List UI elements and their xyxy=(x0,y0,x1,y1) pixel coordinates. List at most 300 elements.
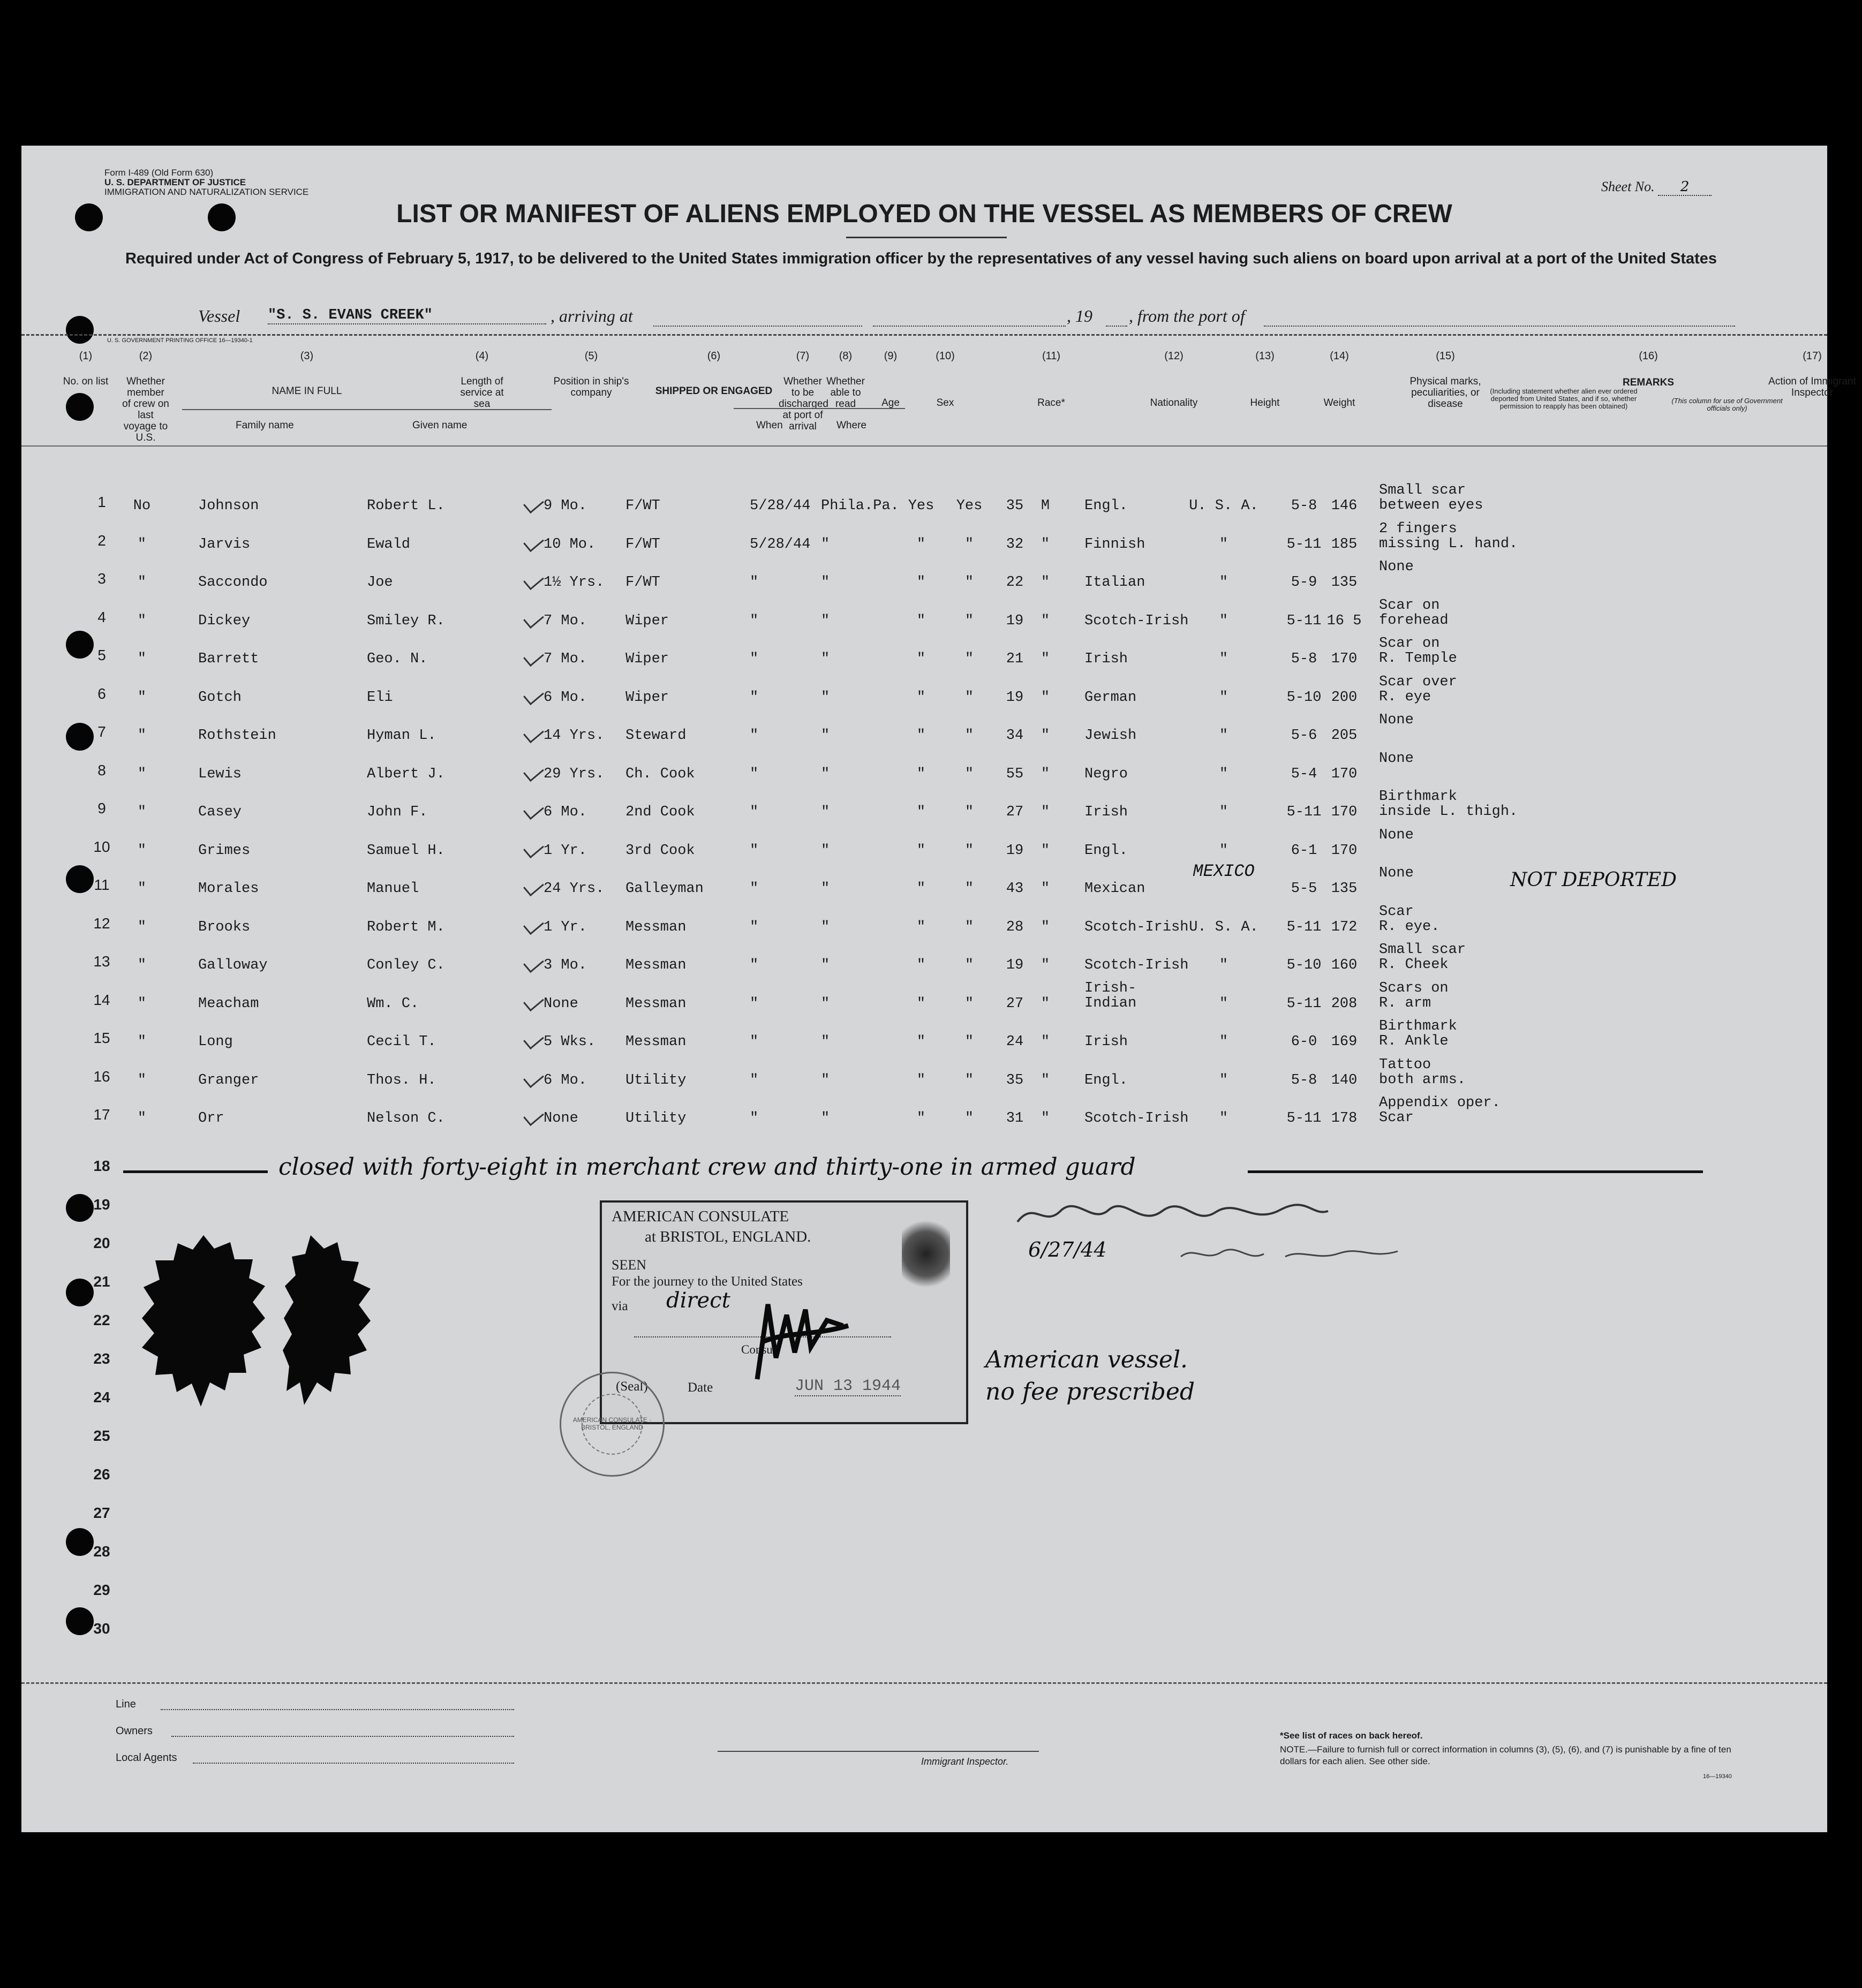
given-name-header: Given name xyxy=(412,420,468,431)
column-header: SHIPPED OR ENGAGED xyxy=(655,385,773,397)
cell-read: " xyxy=(964,536,974,553)
cell-when: " xyxy=(750,728,759,744)
cell-where: " xyxy=(821,575,830,591)
column-header: Whether member of crew on last voyage to U.S. xyxy=(122,376,169,443)
column-number: (3) xyxy=(300,350,314,362)
cell-crew: " xyxy=(137,843,147,859)
empty-row-number: 23 xyxy=(93,1350,110,1367)
cell-where: " xyxy=(821,996,830,1012)
cell-marks: Scar R. eye. xyxy=(1379,904,1440,935)
cell-when: " xyxy=(750,804,759,820)
cell-read: " xyxy=(964,957,974,973)
cell-read: " xyxy=(964,804,974,820)
cell-sex: " xyxy=(1041,843,1050,859)
cell-when: 5/28/44 xyxy=(750,536,811,553)
cell-where: " xyxy=(821,1034,830,1050)
cell-marks: Small scar R. Cheek xyxy=(1379,942,1466,973)
cell-when: " xyxy=(750,843,759,859)
cell-discharge: " xyxy=(916,728,926,744)
cell-read: Yes xyxy=(956,498,983,514)
name-rule xyxy=(182,409,552,410)
wax-seal-right xyxy=(278,1233,375,1409)
cell-race: Scotch-Irish xyxy=(1084,613,1189,629)
cell-marks: None xyxy=(1379,865,1414,881)
cell-family: Orr xyxy=(198,1110,224,1127)
fingerprint-smudge xyxy=(902,1216,950,1291)
cell-race: Scotch-Irish xyxy=(1084,1110,1189,1127)
row-number: 13 xyxy=(93,953,110,970)
cell-height: 5-11 xyxy=(1286,996,1322,1012)
punch-hole xyxy=(66,393,94,421)
cell-sex: " xyxy=(1041,1034,1050,1050)
punch-hole xyxy=(66,1194,94,1222)
cell-read: " xyxy=(964,575,974,591)
cell-family: Casey xyxy=(198,804,242,820)
cell-discharge: " xyxy=(916,1072,926,1089)
cell-discharge: " xyxy=(916,1034,926,1050)
cell-when: " xyxy=(750,651,759,667)
cell-discharge: " xyxy=(916,651,926,667)
cell-where: " xyxy=(821,651,830,667)
cell-weight: 169 xyxy=(1331,1034,1358,1050)
cell-marks: None xyxy=(1379,827,1414,843)
empty-row-number: 25 xyxy=(93,1427,110,1444)
cell-marks: Scar on forehead xyxy=(1379,598,1449,629)
column-number: (12) xyxy=(1164,350,1183,362)
inspector-signature xyxy=(1012,1195,1333,1233)
check-mark-icon xyxy=(523,800,544,820)
cell-height: 6-1 xyxy=(1291,843,1317,859)
cell-weight: 160 xyxy=(1331,957,1358,973)
check-mark-icon xyxy=(523,915,544,935)
empty-row-number: 20 xyxy=(93,1235,110,1251)
check-mark-icon xyxy=(523,647,544,667)
no-fee-note: no fee prescribed xyxy=(985,1378,1195,1405)
cell-where: " xyxy=(821,536,830,553)
cell-family: Grimes xyxy=(198,843,251,859)
form-id-block xyxy=(104,168,308,197)
column-header: Whether to be discharged at port of arrival xyxy=(779,376,828,432)
column-number: (2) xyxy=(139,350,153,362)
cell-remark: NOT DEPORTED xyxy=(1510,869,1677,891)
cell-height: 5-9 xyxy=(1291,575,1317,591)
cell-race: German xyxy=(1084,690,1137,706)
cell-when: " xyxy=(750,919,759,935)
cell-age: 27 xyxy=(1006,996,1024,1012)
check-mark-icon xyxy=(523,1068,544,1088)
races-note: *See list of races on back hereof. xyxy=(1280,1730,1423,1741)
cell-nationality: " xyxy=(1219,651,1228,667)
empty-row-number: 21 xyxy=(93,1273,110,1290)
cell-age: 21 xyxy=(1006,651,1024,667)
from-port-field xyxy=(1264,326,1735,327)
cell-family: Jarvis xyxy=(198,536,251,553)
cell-weight: 178 xyxy=(1331,1110,1358,1127)
column-header: Whether able to read xyxy=(826,376,865,410)
cell-age: 35 xyxy=(1006,1072,1024,1089)
column-header: Height xyxy=(1250,397,1280,409)
cell-family: Gotch xyxy=(198,690,242,706)
column-number: (10) xyxy=(936,350,955,362)
cell-where: " xyxy=(821,1072,830,1089)
cell-family: Johnson xyxy=(198,498,259,514)
cell-sex: " xyxy=(1041,1072,1050,1089)
stamp-date-value: JUN 13 1944 xyxy=(795,1377,901,1395)
cell-when: " xyxy=(750,957,759,973)
cell-position: Utility xyxy=(625,1072,687,1089)
where-header: Where xyxy=(836,420,866,431)
cell-read: " xyxy=(964,728,974,744)
cell-race: Irish xyxy=(1084,651,1128,667)
cell-crew: " xyxy=(137,881,147,897)
column-header: Physical marks, peculiarities, or disease xyxy=(1409,376,1481,410)
column-number: (8) xyxy=(839,350,853,362)
cell-where: " xyxy=(821,804,830,820)
cell-nationality: " xyxy=(1219,536,1228,553)
cell-family: Saccondo xyxy=(198,575,268,591)
empty-row-number: 30 xyxy=(93,1620,110,1637)
cell-crew: No xyxy=(133,498,151,514)
stamp-date-label: Date xyxy=(688,1380,713,1395)
cell-position: Messman xyxy=(625,996,687,1012)
cell-weight: 172 xyxy=(1331,919,1358,935)
column-number: (14) xyxy=(1330,350,1349,362)
cell-position: Steward xyxy=(625,728,687,744)
page-title: LIST OR MANIFEST OF ALIENS EMPLOYED ON THE VESSEL AS MEMBERS OF CREW xyxy=(396,200,1452,228)
cell-sex: " xyxy=(1041,957,1050,973)
cell-crew: " xyxy=(137,536,147,553)
punch-hole xyxy=(66,631,94,659)
cell-age: 24 xyxy=(1006,1034,1024,1050)
cell-read: " xyxy=(964,919,974,935)
cell-sex: " xyxy=(1041,575,1050,591)
cell-when: " xyxy=(750,996,759,1012)
cell-nationality: " xyxy=(1219,843,1228,859)
cell-crew: " xyxy=(137,957,147,973)
check-mark-icon xyxy=(523,494,544,513)
cell-read: " xyxy=(964,1110,974,1127)
cell-when: " xyxy=(750,575,759,591)
column-number: (13) xyxy=(1255,350,1275,362)
column-header: Nationality xyxy=(1150,397,1198,409)
row-number: 14 xyxy=(93,992,110,1008)
row-number: 16 xyxy=(93,1068,110,1085)
cell-age: 19 xyxy=(1006,843,1024,859)
sheet-number: Sheet No. 2 xyxy=(1601,179,1712,196)
cell-given: Cecil T. xyxy=(367,1034,436,1050)
cell-discharge: " xyxy=(916,957,926,973)
cell-service: 6 Mo. xyxy=(544,1072,587,1089)
cell-crew: " xyxy=(137,613,147,629)
cell-race: Engl. xyxy=(1084,843,1128,859)
cell-race: Engl. xyxy=(1084,498,1128,514)
cell-given: Samuel H. xyxy=(367,843,445,859)
cell-age: 19 xyxy=(1006,957,1024,973)
arriving-date-field xyxy=(873,326,1066,327)
cell-position: Messman xyxy=(625,957,687,973)
cell-discharge: " xyxy=(916,804,926,820)
cell-discharge: " xyxy=(916,690,926,706)
cell-position: Wiper xyxy=(625,651,669,667)
cell-sex: " xyxy=(1041,804,1050,820)
department-name: U. S. DEPARTMENT OF JUSTICE xyxy=(104,177,246,187)
from-port-label: , from the port of xyxy=(1129,306,1245,326)
cell-service: None xyxy=(544,996,578,1012)
cell-read: " xyxy=(964,766,974,782)
cell-when: " xyxy=(750,766,759,782)
cell-family: Morales xyxy=(198,881,259,897)
cell-read: " xyxy=(964,843,974,859)
check-mark-icon xyxy=(523,762,544,782)
cell-family: Brooks xyxy=(198,919,251,935)
closing-note: closed with forty-eight in merchant crew and thirty-one in armed guard xyxy=(278,1153,1136,1181)
cell-nationality: MEXICO xyxy=(1193,861,1255,881)
cell-given: Wm. C. xyxy=(367,996,419,1012)
signature-scrawl xyxy=(1178,1241,1403,1267)
row-number: 8 xyxy=(97,762,106,778)
cell-given: Thos. H. xyxy=(367,1072,436,1089)
page-subtitle: Required under Act of Congress of February 5, 1917, to be delivered to the United States immigration officer by the representatives of any vessel having such aliens on board upon arrival at a port of the United States xyxy=(125,250,1717,267)
cell-service: 24 Yrs. xyxy=(544,881,605,897)
row-number: 15 xyxy=(93,1030,110,1046)
cell-nationality: " xyxy=(1219,1110,1228,1127)
cell-given: Geo. N. xyxy=(367,651,428,667)
cell-position: 2nd Cook xyxy=(625,804,695,820)
owners-label: Owners xyxy=(116,1725,153,1737)
cell-height: 5-4 xyxy=(1291,766,1317,782)
check-mark-icon xyxy=(523,723,544,743)
cell-discharge: " xyxy=(916,843,926,859)
cell-height: 5-6 xyxy=(1291,728,1317,744)
column-number: (1) xyxy=(79,350,93,362)
check-mark-icon xyxy=(523,838,544,858)
shipped-rule xyxy=(734,408,905,409)
empty-row-number: 28 xyxy=(93,1543,110,1560)
cell-nationality: " xyxy=(1219,613,1228,629)
cell-marks: Birthmark R. Ankle xyxy=(1379,1018,1457,1049)
check-mark-icon xyxy=(523,1106,544,1126)
local-agents-label: Local Agents xyxy=(116,1752,177,1764)
footer-rule xyxy=(21,1682,1827,1684)
column-number: (5) xyxy=(584,350,598,362)
cell-discharge: " xyxy=(916,613,926,629)
cell-service: 1½ Yrs. xyxy=(544,575,605,591)
cell-crew: " xyxy=(137,690,147,706)
cell-position: Wiper xyxy=(625,690,669,706)
row-number: 6 xyxy=(97,685,106,702)
inspector-line xyxy=(718,1751,1039,1752)
cell-age: 19 xyxy=(1006,690,1024,706)
row-number: 1 xyxy=(97,494,106,510)
punch-hole xyxy=(66,1528,94,1556)
cell-position: F/WT xyxy=(625,536,660,553)
column-number: (11) xyxy=(1042,350,1061,362)
cell-where: " xyxy=(821,957,830,973)
check-mark-icon xyxy=(523,876,544,896)
cell-nationality: " xyxy=(1219,804,1228,820)
cell-race: Scotch-Irish xyxy=(1084,919,1189,935)
cell-when: " xyxy=(750,1072,759,1089)
stamp-consul-label: Consul xyxy=(741,1343,777,1356)
title-rule xyxy=(846,237,1007,238)
cell-marks: Small scar between eyes xyxy=(1379,482,1483,513)
cell-age: 35 xyxy=(1006,498,1024,514)
column-number: (9) xyxy=(884,350,898,362)
cell-service: 9 Mo. xyxy=(544,498,587,514)
cell-race: Irish- Indian xyxy=(1084,980,1137,1011)
empty-row-number: 22 xyxy=(93,1312,110,1328)
cell-crew: " xyxy=(137,728,147,744)
inspector-label: Immigrant Inspector. xyxy=(921,1756,1009,1767)
cell-weight: 205 xyxy=(1331,728,1358,744)
cell-discharge: " xyxy=(916,575,926,591)
cell-race: Italian xyxy=(1084,575,1145,591)
printer-note: U. S. GOVERNMENT PRINTING OFFICE 16—19340-1 xyxy=(107,337,253,344)
cell-age: 34 xyxy=(1006,728,1024,744)
check-mark-icon xyxy=(523,953,544,973)
cell-marks: Birthmark inside L. thigh. xyxy=(1379,789,1518,820)
row-number: 7 xyxy=(97,723,106,740)
cell-where: " xyxy=(821,766,830,782)
cell-sex: " xyxy=(1041,996,1050,1012)
cell-marks: None xyxy=(1379,559,1414,575)
cell-read: " xyxy=(964,881,974,897)
cell-marks: Appendix oper. Scar xyxy=(1379,1095,1501,1126)
cell-sex: " xyxy=(1041,728,1050,744)
cell-given: Ewald xyxy=(367,536,411,553)
cell-position: Utility xyxy=(625,1110,687,1127)
stamp-line-1: AMERICAN CONSULATE xyxy=(612,1208,789,1225)
consul-signature xyxy=(747,1294,854,1385)
column-header: Sex xyxy=(936,397,954,409)
row-number: 11 xyxy=(94,876,110,893)
row-number: 17 xyxy=(93,1106,110,1123)
cell-nationality: U. S. A. xyxy=(1189,498,1258,514)
cell-discharge: " xyxy=(916,766,926,782)
cell-crew: " xyxy=(137,575,147,591)
cell-height: 5-11 xyxy=(1286,804,1322,820)
cell-given: Conley C. xyxy=(367,957,445,973)
row-number: 3 xyxy=(97,570,106,587)
cell-weight: 170 xyxy=(1331,843,1358,859)
remarks-note: (Including statement whether alien ever ordered deported from United States, and if so, whether permission to reapply has been obtained) xyxy=(1490,387,1638,410)
cell-race: Irish xyxy=(1084,804,1128,820)
cell-service: 29 Yrs. xyxy=(544,766,605,782)
empty-row-number: 19 xyxy=(93,1196,110,1213)
cell-height: 5-11 xyxy=(1286,536,1322,553)
cell-position: 3rd Cook xyxy=(625,843,695,859)
cell-height: 5-8 xyxy=(1291,651,1317,667)
cell-where: " xyxy=(821,728,830,744)
cell-when: 5/28/44 xyxy=(750,498,811,514)
cell-age: 31 xyxy=(1006,1110,1024,1127)
cell-race: Finnish xyxy=(1084,536,1145,553)
column-number: (4) xyxy=(475,350,489,362)
cell-height: 5-11 xyxy=(1286,613,1322,629)
line-field xyxy=(161,1709,514,1710)
cell-service: 6 Mo. xyxy=(544,690,587,706)
cell-race: Mexican xyxy=(1084,881,1145,897)
stamp-line-2: at BRISTOL, ENGLAND. xyxy=(645,1228,811,1245)
cell-position: Messman xyxy=(625,1034,687,1050)
cell-read: " xyxy=(964,651,974,667)
cell-service: 3 Mo. xyxy=(544,957,587,973)
cell-crew: " xyxy=(137,919,147,935)
cell-height: 5-5 xyxy=(1291,881,1317,897)
check-mark-icon xyxy=(523,992,544,1011)
closing-line-right xyxy=(1248,1170,1703,1173)
cell-marks: Scar on R. Temple xyxy=(1379,636,1457,667)
column-number: (15) xyxy=(1436,350,1455,362)
cell-sex: " xyxy=(1041,1110,1050,1127)
cell-where: " xyxy=(821,843,830,859)
cell-height: 6-0 xyxy=(1291,1034,1317,1050)
local-agents-field xyxy=(193,1763,514,1764)
cell-service: 6 Mo. xyxy=(544,804,587,820)
cell-nationality: " xyxy=(1219,1034,1228,1050)
cell-family: Meacham xyxy=(198,996,259,1012)
cell-sex: " xyxy=(1041,766,1050,782)
stamp-via-label: via xyxy=(612,1299,628,1313)
cell-race: Engl. xyxy=(1084,1072,1128,1089)
cell-nationality: " xyxy=(1219,690,1228,706)
action-note: (This column for use of Government officials only) xyxy=(1671,397,1783,412)
column-header: Action of Immigrant Inspector xyxy=(1768,376,1856,398)
row-number: 5 xyxy=(97,647,106,663)
cell-read: " xyxy=(964,996,974,1012)
row-number: 9 xyxy=(97,800,106,817)
cell-when: " xyxy=(750,881,759,897)
cell-crew: " xyxy=(137,766,147,782)
cell-height: 5-11 xyxy=(1286,919,1322,935)
cell-weight: 208 xyxy=(1331,996,1358,1012)
closing-line-left xyxy=(123,1170,268,1173)
round-seal-text: AMERICAN CONSULATE · BRISTOL, ENGLAND xyxy=(572,1416,652,1431)
arriving-port-field xyxy=(653,326,862,327)
row-number: 2 xyxy=(97,532,106,549)
column-number: (16) xyxy=(1639,350,1658,362)
cell-when: " xyxy=(750,1034,759,1050)
vessel-name: "S. S. EVANS CREEK" xyxy=(268,307,546,324)
cell-height: 5-8 xyxy=(1291,1072,1317,1089)
cell-nationality: " xyxy=(1219,996,1228,1012)
cell-given: Hyman L. xyxy=(367,728,436,744)
column-number: (7) xyxy=(796,350,810,362)
cell-where: " xyxy=(821,690,830,706)
wax-seal-left xyxy=(139,1233,268,1409)
cell-family: Dickey xyxy=(198,613,251,629)
year-field xyxy=(1106,326,1127,327)
cell-race: Negro xyxy=(1084,766,1128,782)
cell-marks: None xyxy=(1379,712,1414,728)
cell-service: 7 Mo. xyxy=(544,613,587,629)
check-mark-icon xyxy=(523,685,544,705)
cell-age: 32 xyxy=(1006,536,1024,553)
consulate-stamp xyxy=(600,1200,968,1424)
form-id: Form I-489 (Old Form 630) xyxy=(104,168,214,178)
cell-crew: " xyxy=(137,1072,147,1089)
cell-weight: 16 5 xyxy=(1326,613,1362,629)
check-mark-icon xyxy=(523,609,544,629)
cell-position: F/WT xyxy=(625,575,660,591)
cell-service: 1 Yr. xyxy=(544,919,587,935)
cell-marks: None xyxy=(1379,751,1414,767)
column-header: NAME IN FULL xyxy=(272,385,342,397)
cell-height: 5-10 xyxy=(1286,957,1322,973)
cell-age: 28 xyxy=(1006,919,1024,935)
cell-where: Phila.Pa. xyxy=(821,498,899,514)
row-number: 12 xyxy=(93,915,110,932)
